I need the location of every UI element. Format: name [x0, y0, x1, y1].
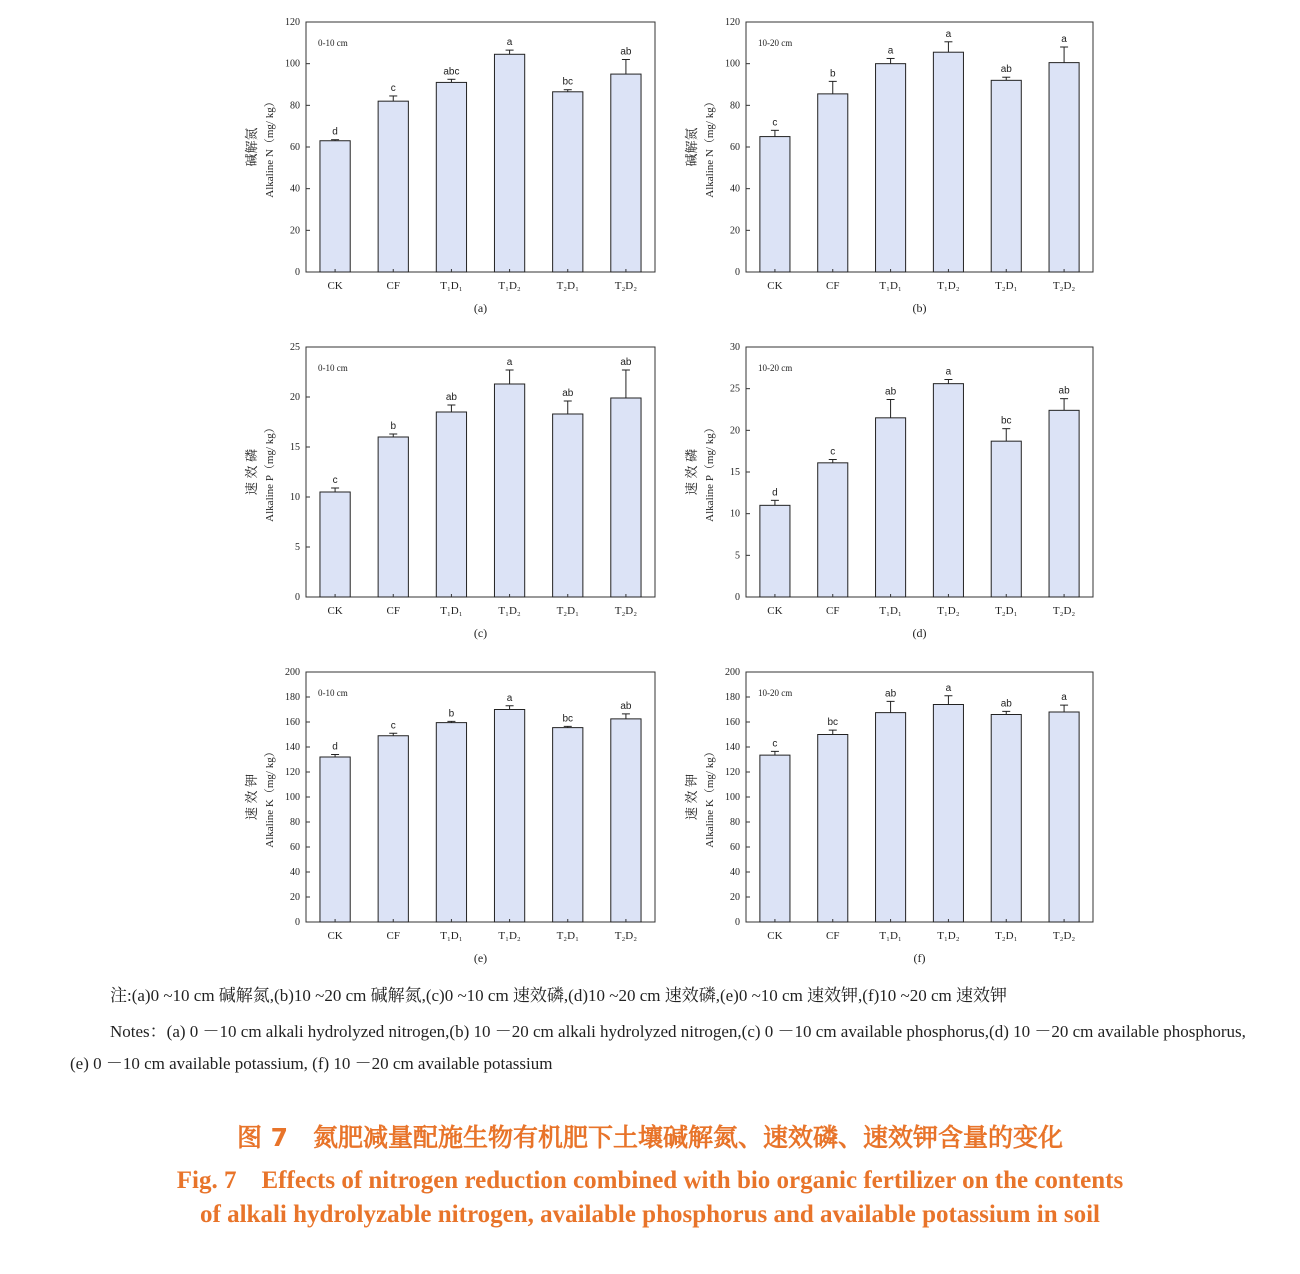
panel-a-bar	[553, 92, 583, 272]
panel-d-category-label: T₁D₁	[879, 605, 902, 617]
panel-a-bar	[611, 74, 641, 272]
panel-c-ylabel: Alkaline P（mg/ kg）	[264, 422, 276, 522]
panel-f-depth-label: 10-20 cm	[758, 688, 793, 698]
panel-c-ytick-label: 15	[290, 442, 300, 453]
panel-b-bar	[818, 94, 848, 272]
panel-d-bar	[1049, 410, 1079, 597]
panel-c-significance-letter: ab	[562, 388, 574, 399]
panel-c-ylabel-chinese: 速 效 磷	[244, 448, 259, 496]
panel-e-significance-letter: d	[332, 741, 338, 753]
caption-chinese: 图 7 氮肥减量配施生物有机肥下土壤碱解氮、速效磷、速效钾含量的变化	[236, 1123, 1064, 1152]
panel-f-category-label: T₁D₂	[937, 930, 960, 942]
panel-f-ytick-label: 40	[730, 867, 740, 878]
panel-d-plot-frame	[746, 347, 1093, 597]
caption-english-line-2: of alkali hydrolyzable nitrogen, available phosphorus and available potassium in soil	[200, 1201, 1100, 1228]
panel-e-bar	[378, 736, 408, 922]
panel-b-significance-letter: a	[887, 45, 894, 57]
panel-f-ytick-label: 80	[730, 817, 740, 828]
panel-c-category-label: CK	[327, 605, 343, 617]
panel-a-ytick-label: 80	[290, 100, 300, 112]
panel-f-significance-letter: ab	[885, 688, 897, 700]
panel-a-panel-label: (a)	[473, 301, 488, 315]
panel-e-panel-label: (e)	[473, 951, 488, 965]
panel-b-ytick-label: 0	[735, 267, 740, 278]
panel-f-category-label: CK	[767, 930, 783, 942]
panel-e-category-label: CK	[327, 930, 343, 942]
panel-f-ytick-label: 60	[730, 842, 740, 853]
panel-e-bar	[611, 719, 641, 922]
panel-f-ytick-label: 200	[725, 667, 740, 678]
panel-f-category-label: T₁D₁	[879, 930, 902, 942]
panel-f-plot-frame	[746, 672, 1093, 922]
panel-a-significance-letter: a	[506, 37, 513, 49]
panel-c-category-label: T₂D₁	[556, 605, 579, 617]
panel-f-significance-letter: bc	[827, 717, 839, 729]
caption-english-line-1: Fig. 7 Effects of nitrogen reduction combined with bio organic fertilizer on the contents	[176, 1167, 1124, 1194]
notes-english	[70, 1016, 1265, 1080]
panel-e-category-label: T₁D₁	[440, 930, 463, 942]
panel-e-ylabel-chinese: 速 效 钾	[244, 773, 259, 821]
panel-d-ytick-label: 30	[730, 342, 740, 353]
panel-d-significance-letter: d	[772, 487, 778, 499]
panel-f-bar	[1049, 712, 1079, 922]
panel-e-ytick-label: 160	[285, 717, 300, 728]
panel-f-ytick-label: 20	[730, 892, 740, 903]
panel-f-ytick-label: 160	[725, 717, 740, 728]
panel-e-bar	[553, 728, 583, 922]
panel-c-category-label: T₂D₂	[614, 605, 638, 617]
panel-a-significance-letter: d	[332, 126, 338, 138]
panel-b-significance-letter: b	[829, 68, 836, 80]
panel-a-category-label: T₁D₂	[498, 280, 521, 292]
panel-b-bar	[991, 80, 1021, 272]
panel-c-significance-letter: c	[332, 475, 338, 486]
panel-e-bar	[436, 723, 466, 922]
panel-f-ytick-label: 140	[725, 742, 740, 753]
panel-d-panel-label: (d)	[912, 626, 927, 640]
panel-e-ytick-label: 140	[285, 742, 300, 753]
panel-d-ylabel: Alkaline P（mg/ kg）	[704, 422, 716, 522]
figure-notes	[70, 980, 1265, 1080]
panel-e-ytick-label: 0	[295, 917, 300, 928]
panel-b-ytick-label: 60	[730, 142, 740, 153]
panel-a-ytick-label: 40	[290, 183, 300, 195]
panel-c-bar	[436, 412, 466, 597]
panel-c-bar	[611, 398, 641, 597]
panel-b-depth-label: 10-20 cm	[758, 38, 793, 48]
panel-c-significance-letter: a	[506, 357, 513, 368]
panel-a-ytick-label: 60	[290, 142, 300, 153]
panel-d-bar	[991, 441, 1021, 597]
notes-chinese-text: 注:(a)0 ~10 cm 碱解氮,(b)10 ~20 cm 碱解氮,(c)0 ~10 cm 速效磷,(d)10 ~20 cm 速效磷,(e)0 ~10 cm 速效钾,(f)10 ~20 cm 速效钾	[110, 986, 1007, 1005]
panel-c-bar	[378, 437, 408, 597]
panel-a-category-label: CK	[327, 280, 343, 292]
panel-d-category-label: T₂D₂	[1052, 605, 1076, 617]
panel-a-significance-letter: c	[390, 82, 396, 94]
panel-a-category-label: T₂D₂	[614, 280, 638, 292]
panel-e-bar	[494, 710, 524, 923]
panel-d-ytick-label: 10	[730, 508, 740, 520]
panel-b-bar	[876, 64, 906, 272]
panel-c-significance-letter: ab	[620, 357, 632, 368]
panel-f-ytick-label: 120	[725, 767, 740, 778]
panel-c-significance-letter: b	[390, 421, 397, 432]
panel-e-category-label: T₁D₂	[498, 930, 521, 942]
panel-d-ytick-label: 20	[730, 425, 740, 437]
panel-c-ytick-label: 20	[290, 392, 300, 403]
panel-b-panel-label: (b)	[912, 301, 927, 315]
panel-e-category-label: CF	[386, 930, 400, 942]
panel-b-significance-letter: c	[772, 117, 778, 129]
panel-a-significance-letter: abc	[443, 66, 460, 78]
panel-d-bar	[876, 418, 906, 597]
panel-b-ytick-label: 40	[730, 183, 740, 195]
panel-b-ytick-label: 80	[730, 100, 740, 112]
panel-c-ytick-label: 5	[295, 542, 300, 553]
panel-a-bar	[436, 82, 466, 272]
panel-b-ylabel: Alkaline N（mg/ kg）	[704, 96, 716, 198]
panel-e-depth-label: 0-10 cm	[318, 688, 348, 698]
panel-e-significance-letter: c	[390, 720, 396, 732]
panel-f-bar	[876, 713, 906, 922]
panel-d-bar	[933, 384, 963, 597]
panel-d-category-label: T₂D₁	[995, 605, 1018, 617]
panel-d-ytick-label: 0	[735, 592, 740, 603]
panel-e-significance-letter: a	[506, 692, 513, 704]
panel-f-ytick-label: 180	[725, 692, 740, 703]
panel-a-category-label: T₂D₁	[556, 280, 579, 292]
panel-e-category-label: T₂D₁	[556, 930, 579, 942]
panel-a-category-label: T₁D₁	[440, 280, 463, 292]
panel-b-bar	[760, 137, 790, 272]
panel-f-category-label: CF	[826, 930, 840, 942]
panel-e-ytick-label: 40	[290, 867, 300, 878]
panel-f-category-label: T₂D₁	[995, 930, 1018, 942]
panel-f-ylabel-chinese: 速 效 钾	[684, 773, 699, 821]
panel-e-significance-letter: bc	[562, 713, 574, 725]
panel-a-ytick-label: 20	[290, 225, 300, 237]
panel-f-bar	[760, 755, 790, 922]
panel-b-ytick-label: 120	[725, 17, 740, 28]
panel-a-depth-label: 0-10 cm	[318, 38, 348, 48]
panel-b-ytick-label: 20	[730, 225, 740, 237]
panel-b-ylabel-chinese: 碱解氮	[684, 127, 699, 167]
panel-a-ytick-label: 120	[285, 17, 300, 28]
panel-c-bar	[494, 384, 524, 597]
panel-c-bar	[320, 492, 350, 597]
panel-c-ytick-label: 0	[295, 592, 300, 603]
panel-d-bar	[760, 505, 790, 597]
panel-a-ylabel: Alkaline N（mg/ kg）	[264, 96, 276, 198]
panel-e-significance-letter: ab	[620, 700, 632, 712]
panel-a-plot-frame	[306, 22, 655, 272]
panel-c-panel-label: (c)	[473, 626, 488, 640]
panel-a-bar	[494, 54, 524, 272]
panel-e-ytick-label: 80	[290, 817, 300, 828]
panel-f-significance-letter: a	[1061, 692, 1067, 704]
panel-b-category-label: T₂D₁	[995, 280, 1018, 292]
panel-b-plot-frame	[746, 22, 1093, 272]
panel-b-significance-letter: a	[945, 28, 952, 40]
panel-f-bar	[933, 705, 963, 923]
panel-c-category-label: T₁D₁	[440, 605, 463, 617]
panel-d-ytick-label: 15	[730, 467, 740, 478]
panel-e-ytick-label: 100	[285, 792, 300, 803]
panel-f-ytick-label: 0	[735, 917, 740, 928]
panel-c-ytick-label: 10	[290, 492, 300, 503]
panel-e-plot-frame	[306, 672, 655, 922]
panel-e-category-label: T₂D₂	[614, 930, 638, 942]
panel-a-bar	[320, 141, 350, 272]
notes-english-text: Notes：(a) 0 －10 cm alkali hydrolyzed nitrogen,(b) 10 －20 cm alkali hydrolyzed nitrogen,(c) 0 －10 cm available phosphorus,(d) 10 －20 cm available phosphorus, (e) 0 －10 cm available potassium, (f) 10 －20 cm available potassium	[70, 1022, 1246, 1073]
panel-d-category-label: CK	[767, 605, 783, 617]
panel-d-significance-letter: bc	[1000, 415, 1012, 427]
panel-d-category-label: T₁D₂	[937, 605, 960, 617]
panel-b-ytick-label: 100	[725, 58, 740, 70]
panel-a-ytick-label: 0	[295, 267, 300, 278]
panel-d-significance-letter: c	[830, 446, 836, 458]
panel-b-category-label: T₂D₂	[1052, 280, 1076, 292]
panel-a-ylabel-chinese: 碱解氮	[244, 127, 259, 167]
panel-d-category-label: CF	[826, 605, 840, 617]
panel-c-significance-letter: ab	[445, 392, 457, 403]
panel-f-panel-label: (f)	[913, 951, 926, 965]
panel-a-significance-letter: bc	[562, 76, 574, 88]
panel-d-significance-letter: a	[945, 366, 952, 378]
panel-f-significance-letter: c	[772, 738, 778, 750]
panel-d-ylabel-chinese: 速 效 磷	[684, 448, 699, 496]
panel-a-significance-letter: ab	[620, 46, 632, 58]
panel-a-category-label: CF	[386, 280, 400, 292]
panel-c-plot-frame	[306, 347, 655, 597]
panel-c-bar	[553, 414, 583, 597]
panel-a-ytick-label: 100	[285, 58, 300, 70]
panel-e-ytick-label: 200	[285, 667, 300, 678]
panel-f-bar	[991, 715, 1021, 923]
panel-b-category-label: CF	[826, 280, 840, 292]
panel-e-ytick-label: 20	[290, 892, 300, 903]
panel-d-significance-letter: ab	[885, 386, 897, 398]
panel-b-bar	[933, 52, 963, 272]
panel-c-depth-label: 0-10 cm	[318, 363, 348, 373]
panel-b-significance-letter: ab	[1000, 64, 1012, 76]
panel-e-significance-letter: b	[448, 708, 455, 720]
panel-f-ytick-label: 100	[725, 792, 740, 803]
panel-e-ytick-label: 60	[290, 842, 300, 853]
panel-b-category-label: CK	[767, 280, 783, 292]
panel-b-significance-letter: a	[1061, 34, 1067, 45]
panel-f-category-label: T₂D₂	[1052, 930, 1076, 942]
panel-d-bar	[818, 463, 848, 597]
panel-f-bar	[818, 735, 848, 923]
panel-b-bar	[1049, 63, 1079, 272]
panel-d-ytick-label: 5	[735, 550, 740, 562]
panel-c-category-label: CF	[386, 605, 400, 617]
panel-c-ytick-label: 25	[290, 342, 300, 353]
panel-f-significance-letter: ab	[1000, 698, 1012, 710]
panel-e-bar	[320, 757, 350, 922]
panel-b-category-label: T₁D₂	[937, 280, 960, 292]
panel-f-ylabel: Alkaline K（mg/ kg）	[704, 746, 716, 848]
panel-a-bar	[378, 101, 408, 272]
panel-e-ytick-label: 180	[285, 692, 300, 703]
panel-f-significance-letter: a	[945, 682, 952, 694]
panel-d-significance-letter: ab	[1058, 385, 1070, 397]
panel-e-ylabel: Alkaline K（mg/ kg）	[264, 746, 276, 848]
panel-b-category-label: T₁D₁	[879, 280, 902, 292]
panel-d-ytick-label: 25	[730, 383, 740, 395]
panel-e-ytick-label: 120	[285, 767, 300, 778]
panel-d-depth-label: 10-20 cm	[758, 363, 793, 373]
notes-chinese	[70, 980, 1265, 1012]
panel-c-category-label: T₁D₂	[498, 605, 521, 617]
